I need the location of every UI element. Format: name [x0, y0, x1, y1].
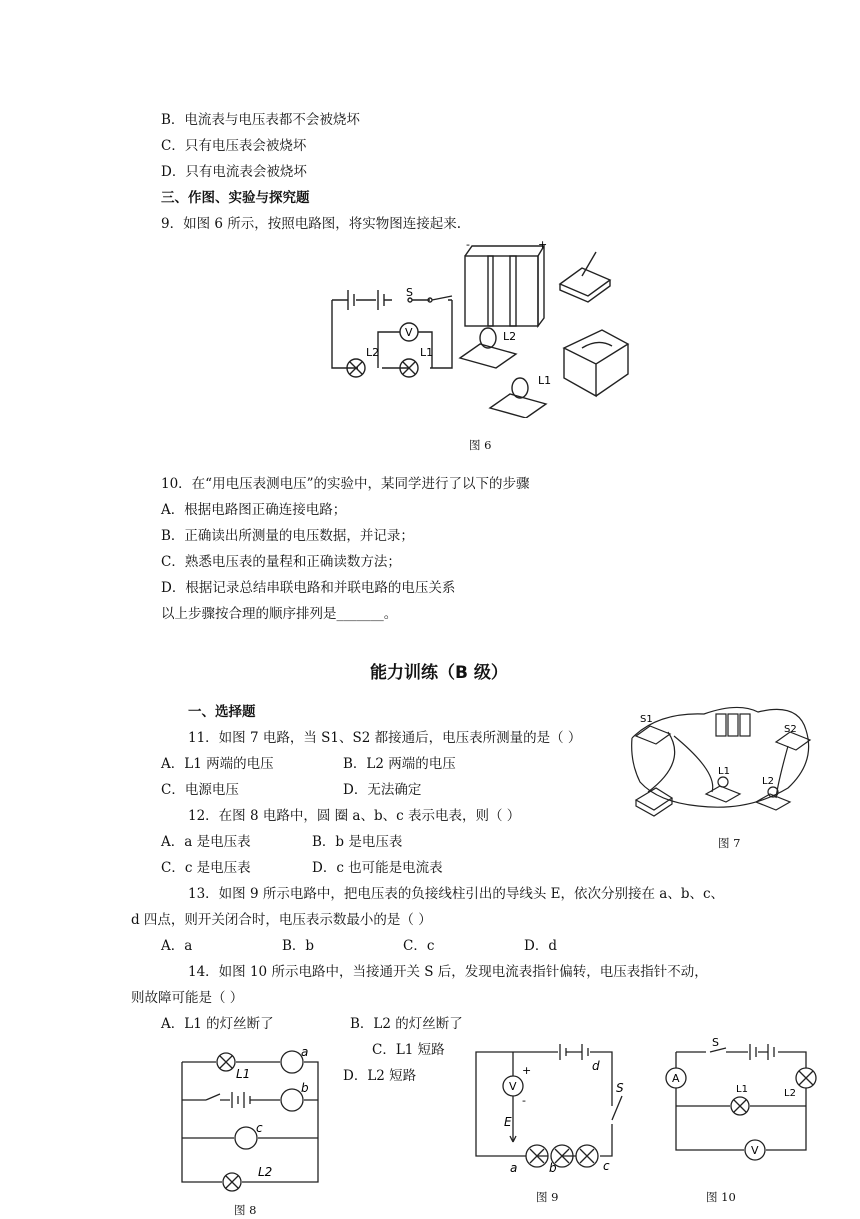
- figure-10-caption: 图 10: [706, 1190, 736, 1204]
- question-13-line-1: 13．如图 9 所示电路中，把电压表的负接线柱引出的导线头 E，依次分别接在 a、b、c、: [188, 886, 725, 902]
- q11-option-d: D．无法确定: [343, 782, 422, 798]
- q14-option-c: C．L1 短路: [372, 1042, 445, 1058]
- question-9: 9．如图 6 所示，按照电路图，将实物图连接起来.: [161, 216, 462, 232]
- fig10-label-v: V: [751, 1144, 759, 1157]
- question-14-line-1: 14．如图 10 所示电路中，当接通开关 S 后，发现电流表指针偏转，电压表指针不动，: [188, 964, 708, 980]
- q10-step-a: A．根据电路图正确连接电路；: [161, 502, 347, 518]
- q12-option-a: A．a 是电压表: [161, 834, 251, 850]
- fig6-label-s: S: [406, 286, 413, 299]
- figure-7-diagram: [628, 702, 818, 820]
- q13-option-a: A．a: [161, 938, 193, 954]
- fig10-label-l2: L2: [784, 1088, 796, 1099]
- q10-step-b: B．正确读出所测量的电压数据，并记录；: [161, 528, 414, 544]
- q14-option-d: D．L2 短路: [343, 1068, 417, 1084]
- fig6-label-l2: L2: [366, 346, 380, 359]
- q10-answer-line: 以上步骤按合理的顺序排列是_______。: [161, 606, 398, 622]
- fig7-label-l2: L2: [762, 776, 774, 787]
- fig8-label-l1: L1: [236, 1067, 251, 1081]
- figure-7-caption: 图 7: [718, 836, 741, 850]
- fig6-photo-label-l1: L1: [538, 374, 552, 387]
- question-12: 12．在图 8 电路中，圆 圈 a、b、c 表示电表，则（ ）: [188, 808, 521, 824]
- section-heading: 三、作图、实验与探究题: [161, 190, 310, 206]
- fig9-label-s: S: [616, 1081, 624, 1095]
- q11-option-b: B．L2 两端的电压: [343, 756, 456, 772]
- figure-9-caption: 图 9: [536, 1190, 559, 1204]
- question-13-line-2: d 四点，则开关闭合时，电压表示数最小的是（ ）: [131, 912, 432, 928]
- fig9-label-b: b: [549, 1161, 557, 1174]
- question-10: 10．在“用电压表测电压”的实验中，某同学进行了以下的步骤: [161, 476, 530, 492]
- fig6-photo-label-l2: L2: [503, 330, 517, 343]
- fig6-label-minus: -: [466, 238, 470, 251]
- figure-6-caption: 图 6: [469, 438, 492, 452]
- fig9-label-d: d: [592, 1059, 600, 1073]
- option-c-line: C．只有电压表会被烧坏: [161, 138, 307, 154]
- fig7-label-s2: S2: [784, 724, 797, 735]
- fig8-label-c: c: [256, 1121, 263, 1135]
- q14-option-b: B．L2 的灯丝断了: [350, 1016, 463, 1032]
- q12-option-d: D．c 也可能是电流表: [312, 860, 443, 876]
- question-11: 11．如图 7 电路，当 S1、S2 都接通后，电压表所测量的是（ ）: [188, 730, 582, 746]
- fig9-label-c: c: [603, 1159, 610, 1173]
- q10-step-d: D．根据记录总结串联电路和并联电路的电压关系: [161, 580, 456, 596]
- q12-option-b: B．b 是电压表: [312, 834, 403, 850]
- fig8-label-a: a: [301, 1046, 309, 1059]
- fig6-label-l1: L1: [420, 346, 434, 359]
- question-14-line-2: 则故障可能是（ ）: [131, 990, 244, 1006]
- fig9-label-plus: +: [522, 1064, 532, 1077]
- option-d-line: D．只有电流表会被烧坏: [161, 164, 307, 180]
- section-title: 能力训练（B 级）: [370, 663, 508, 683]
- fig9-label-e: E: [504, 1115, 512, 1129]
- fig10-label-s: S: [712, 1036, 719, 1049]
- fig8-label-b: b: [301, 1081, 309, 1095]
- q11-option-c: C．电源电压: [161, 782, 239, 798]
- fig9-label-v: V: [509, 1080, 517, 1093]
- q10-step-c: C．熟悉电压表的量程和正确读数方法；: [161, 554, 401, 570]
- figure-6-diagram: [320, 238, 635, 418]
- figure-10-diagram: [660, 1036, 822, 1164]
- fig7-label-l1: L1: [718, 766, 730, 777]
- fig7-label-s1: S1: [640, 714, 653, 725]
- fig6-label-plus: +: [538, 238, 548, 251]
- q14-option-a: A．L1 的灯丝断了: [161, 1016, 274, 1032]
- q13-option-d: D．d: [524, 938, 557, 954]
- q11-option-a: A．L1 两端的电压: [161, 756, 274, 772]
- option-b-line: B．电流表与电压表都不会被烧坏: [161, 112, 360, 128]
- fig10-label-l1: L1: [736, 1084, 748, 1095]
- fig6-label-v: V: [405, 326, 413, 339]
- figure-8-diagram: [176, 1046, 326, 1194]
- figure-8-caption: 图 8: [234, 1203, 257, 1217]
- fig9-label-a: a: [510, 1161, 518, 1174]
- q12-option-c: C．c 是电压表: [161, 860, 251, 876]
- choice-section-heading: 一、选择题: [188, 704, 256, 720]
- fig9-label-minus: -: [522, 1094, 526, 1107]
- fig10-label-a: A: [672, 1072, 680, 1085]
- fig8-label-l2: L2: [258, 1165, 273, 1179]
- figure-9-diagram: [470, 1044, 630, 1174]
- q13-option-c: C．c: [403, 938, 435, 954]
- q13-option-b: B．b: [282, 938, 315, 954]
